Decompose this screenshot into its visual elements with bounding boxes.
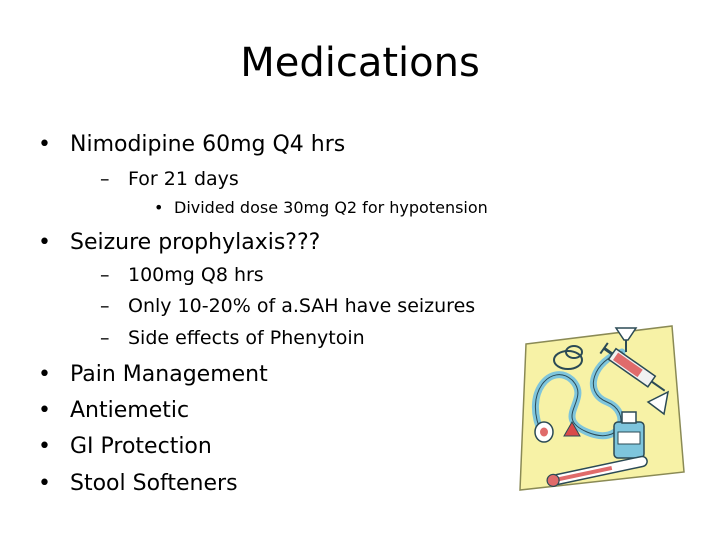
sub-sub-item-divided-dose: Divided dose 30mg Q2 for hypotension [174,198,488,217]
dash-marker: – [100,295,110,317]
sub-item-100mg: 100mg Q8 hrs [128,264,264,286]
bullet-item-stool-softeners: Stool Softeners [70,471,238,496]
bullet-item-pain-management: Pain Management [70,362,268,387]
dash-marker: – [100,327,110,349]
dash-marker: – [100,264,110,286]
slide-title: Medications [240,40,480,86]
sub-item-seizure-rate: Only 10-20% of a.SAH have seizures [128,295,476,317]
bullet-marker: • [38,362,51,387]
bullet-marker: • [38,230,51,255]
bullet-marker: • [154,198,164,217]
medical-supplies-clipart [512,322,687,492]
bullet-item-gi-protection: GI Protection [70,434,212,459]
bullet-item-antiemetic: Antiemetic [70,398,190,423]
medical-supplies-icon [512,322,687,492]
bullet-marker: • [38,398,51,423]
bullet-item-seizure-prophylaxis: Seizure prophylaxis??? [70,230,321,255]
bullet-marker: • [38,132,51,157]
dash-marker: – [100,168,110,190]
sub-item-phenytoin: Side effects of Phenytoin [128,327,365,349]
bullet-item-nimodipine: Nimodipine 60mg Q4 hrs [70,132,346,157]
bullet-marker: • [38,471,51,496]
bullet-marker: • [38,434,51,459]
sub-item-21-days: For 21 days [128,168,239,190]
